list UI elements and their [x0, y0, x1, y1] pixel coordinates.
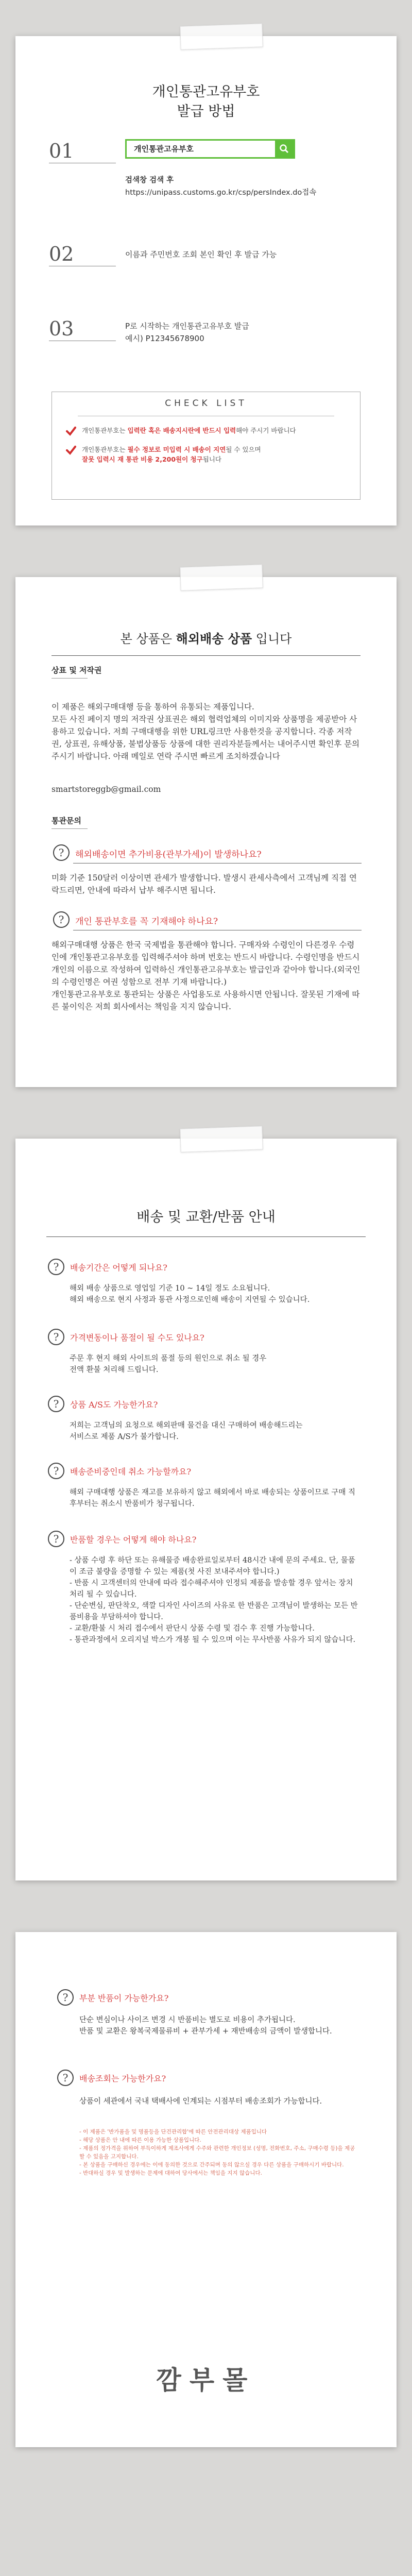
- title-text: 본 상품은: [120, 632, 176, 646]
- faq-question-partial-return: [57, 1989, 366, 2007]
- checklist-emphasis: 잘못 입력시 재 통관 비용 2,200원이 청구: [82, 455, 203, 463]
- faq-answer-as: 저희는 고객님의 요청으로 해외판매 물건을 대신 구매하여 배송해드리는 서비스로 제품 A/S가 불가합니다.: [70, 1421, 303, 1441]
- faq-answer-delivery-time: 해외 배송 상품으로 영업일 기준 10 ~ 14일 정도 소요됩니다. 해외 배송으로 현지 사정과 통관 사정으로인해 배송이 지연될 수 있습니다.: [70, 1284, 310, 1304]
- notice-item: - 본 상품을 구매하신 경우에는 이에 동의한 것으로 간주되며 동의 않으실 경우 다른 상품을 구매하시기 바랍니다.: [79, 2162, 344, 2168]
- step-01-description: [125, 174, 316, 199]
- checklist-item-2: [52, 445, 360, 464]
- page-title: [15, 82, 397, 122]
- checklist-text: 됩니다: [202, 455, 221, 463]
- question-text: 해외배송이면 추가비용(관부가세)이 발생하나요?: [75, 850, 262, 860]
- search-icon: [275, 141, 294, 157]
- search-box-illustration: [125, 139, 295, 159]
- faq-answer-tracking: 상품이 세관에서 국내 택배사에 인계되는 시점부터 배송조회가 가능합니다.: [79, 2097, 322, 2106]
- question-icon: [53, 844, 70, 861]
- shipping-return-card: [15, 1139, 397, 1880]
- question-icon: [57, 2069, 74, 2087]
- title-line-1: 개인통관고유부호: [152, 84, 260, 100]
- svg-text:?: ?: [62, 1991, 68, 2004]
- title-text: 입니다: [252, 632, 292, 646]
- tape-decoration: [180, 1126, 263, 1153]
- guide-card-customs-code: [15, 36, 397, 526]
- step-03-example: 예시) P12345678900: [125, 334, 204, 343]
- faq-question-tracking: [57, 2069, 366, 2088]
- checklist-item-1: [52, 426, 360, 435]
- checklist-text: 개인통관부호는: [82, 427, 128, 434]
- question-text: 배송조회는 가능한가요?: [79, 2074, 166, 2083]
- notice-item: - 제품의 정가격을 위하여 부득이하게 제조사에게 수주와 관련한 개인정보 (성명, 전화번호, 주소, 구매수령 등)을 제공할 수 있음을 고지합니다.: [79, 2145, 355, 2160]
- faq-question-delivery-time: [47, 1258, 367, 1277]
- faq-question-as: [47, 1395, 367, 1414]
- question-text: 부분 반품이 가능한가요?: [79, 1993, 169, 2003]
- checklist-title: CHECK LIST: [78, 392, 334, 416]
- step-02-line-1: 이름과 주민번호 조회 본인 확인 후 발급 가능: [125, 250, 277, 259]
- contact-email: smartstoreggb@gmail.com: [52, 785, 161, 794]
- divider: [52, 678, 88, 679]
- svg-text:?: ?: [53, 1331, 59, 1343]
- question-icon: [47, 1258, 65, 1276]
- faq-answer-cancel: 해외 구매대행 상품은 재고를 보유하지 않고 해외에서 바로 배송되는 상품이므로 구매 직후부터는 취소시 반품비가 청구됩니다.: [70, 1488, 355, 1508]
- faq-question-return: [47, 1530, 367, 1549]
- faq-answer-partial-return: 단순 변심이나 사이즈 변경 시 반품비는 별도로 비용이 추가됩니다. 반품 및 교환은 왕복국제물류비 + 관부가세 + 재반배송의 금액이 발생합니다.: [79, 2016, 332, 2036]
- notice-item: - 반대하실 경우 및 발생하는 문제에 대하여 당사에서는 책임을 지지 않습니다.: [79, 2170, 262, 2176]
- question-text: 가격변동이나 품절이 될 수도 있나요?: [70, 1333, 204, 1343]
- step-number: 02: [49, 242, 116, 266]
- checklist-emphasis: 필수 정보로 미입력 시 배송이 지연: [127, 446, 226, 453]
- step-number: 01: [49, 139, 116, 163]
- svg-text:?: ?: [53, 1533, 59, 1545]
- brand-logo: 깜부몰: [156, 2365, 256, 2395]
- faq-question-price-change: [47, 1328, 367, 1347]
- tape-decoration: [180, 23, 263, 50]
- question-icon: [47, 1328, 65, 1346]
- faq-answer-return: [70, 1555, 358, 1646]
- svg-text:?: ?: [53, 1398, 59, 1410]
- question-text: 배송기간은 어떻게 되나요?: [70, 1263, 167, 1273]
- notice-list: [79, 2128, 357, 2177]
- step-01: [49, 139, 368, 163]
- faq-question-customs-code: [53, 911, 362, 929]
- list-item: - 상품 수령 후 하단 또는 유해물증 배송완료일로부터 48시간 내에 문의 주세요. 단, 물품이 조금 불량을 증명할 수 있는 제품(첫 사진 보내주셔야 합니다.): [70, 1556, 355, 1576]
- step-03-line-1: P로 시작하는 개인통관고유부호 발급: [125, 321, 249, 331]
- checklist-text: 될 수 있으며: [226, 446, 261, 453]
- question-icon: [47, 1462, 65, 1480]
- list-item: - 교환/환불 시 처리 접수에서 판단시 상품 수령 및 검수 후 진행 가능합니다.: [70, 1624, 315, 1633]
- question-icon: [53, 911, 70, 928]
- checklist-text: 개인통관부호는: [82, 446, 128, 453]
- copyright-body: 이 제품은 해외구매대행 등을 통하여 유통되는 제품입니다. 모든 사진 페이지 명의 저작권 상표권은 해외 협력업체의 이미지와 상품명을 제공받아 사용하고 있습니다. 저희 구매대행을 위한 URL링크만 사용한것을 공지합니다. 각종 저작권, 상표권, 유해상품, 불법상품등 상품에 대한 권리자분들께서는 내어주시면 확인후 문의 주시기 바랍니다. 아래 메일로 연락 주시면 빠르게 조치하겠습니다: [52, 702, 360, 761]
- notice-item: - 해당 상품은 안 내에 따른 이용 가능한 상품입니다.: [79, 2137, 201, 2143]
- faq-question-cancel: [47, 1462, 367, 1481]
- question-icon: [47, 1395, 65, 1413]
- divider: [46, 1236, 366, 1237]
- question-text: 상품 A/S도 가능한가요?: [70, 1400, 158, 1410]
- divider: [52, 828, 88, 829]
- svg-text:?: ?: [58, 913, 64, 926]
- question-text: 개인 통관부호를 꼭 기재해야 하나요?: [75, 917, 218, 927]
- red-check-icon: [65, 426, 77, 437]
- section-title: 배송 및 교환/반품 안내: [136, 1209, 276, 1225]
- step-03: [49, 317, 368, 341]
- step-number: 03: [49, 317, 116, 341]
- title-line-2: 발급 방법: [177, 104, 235, 120]
- step-01-line-1: 검색창 검색 후: [125, 176, 174, 184]
- svg-text:?: ?: [58, 846, 64, 859]
- step-02: [49, 242, 368, 266]
- list-item: - 반품 시 고객센터의 안내에 따라 접수해주셔야 인정되 제품을 발송할 경우 앞서는 장치 처리 될 수 있습니다.: [70, 1579, 353, 1599]
- list-item: - 단순변심, 판단착오, 색깔 디자인 사이즈의 사유로 한 반품은 고객님이 발생하는 모든 반품비용을 부담하셔야 합니다.: [70, 1602, 358, 1621]
- divider: [52, 655, 360, 656]
- step-01-url: https://unipass.customs.go.kr/csp/persIndex.do접속: [125, 189, 317, 197]
- svg-text:?: ?: [53, 1261, 59, 1273]
- customs-inquiry-heading: 통관문의: [52, 816, 81, 825]
- checklist-text: 해야 주시기 바랍니다: [236, 427, 296, 434]
- list-item: - 통관과정에서 오리지널 박스가 개봉 될 수 있으며 이는 무사반품 사유가 되지 않습니다.: [70, 1636, 356, 1644]
- question-text: 반품할 경우는 어떻게 해야 하나요?: [70, 1535, 197, 1545]
- svg-text:?: ?: [53, 1465, 59, 1477]
- search-box-text: 개인통관고유부호: [134, 144, 194, 154]
- return-faq-card: [15, 1932, 397, 2447]
- red-check-icon: [65, 445, 77, 456]
- faq-answer-customs-code: 해외구매대행 상품은 한국 국제법을 통관해야 합니다. 구매자와 수령인이 다른경우 수령인에 개인통관고유부호를 입력해주셔야 하며 번호는 반드시 바랍니다. 수령인명을 반드시 개인의 이름으로 작성하여 입력하신 개인통관고유부호는 발급인과 같아야 합니다.(외국인의 수령인명은 여권 성함으로 전부 기재 바랍니다.) 개인통관고유부호로 통관되는 상품은 사업용도로 사용하시면 안됩니다. 잘못된 기재에 따른 불이익은 저희 회사에서는 책임을 지지 않습니다.: [52, 940, 360, 1011]
- notice-item: - 이 제품은 '반가품을 및 명품등을 단건관리합'에 따른 안전관리대상 제품입니다: [79, 2129, 267, 2135]
- tape-decoration: [180, 564, 263, 591]
- overseas-shipping-card: [15, 577, 397, 1087]
- faq-answer-extra-cost: 미화 기준 150달러 이상이면 관세가 발생합니다. 발생시 관세사측에서 고객님께 직접 연락드리면, 안내에 따라서 납부 해주시면 됩니다.: [52, 873, 357, 895]
- checklist-box: [52, 392, 360, 500]
- title-emphasis: 해외배송 상품: [176, 631, 252, 646]
- section-title: [15, 629, 397, 647]
- faq-answer-price-change: 주문 후 현지 해외 사이트의 품절 등의 원인으로 취소 될 경우 전액 환불 처리해 드립니다.: [70, 1354, 267, 1374]
- question-icon: [47, 1530, 65, 1548]
- faq-question-extra-cost: [53, 844, 362, 862]
- question-icon: [57, 1989, 74, 2006]
- svg-text:?: ?: [62, 2072, 68, 2084]
- checklist-emphasis: 입력란 혹은 배송지시란에 반드시 입력: [127, 427, 236, 434]
- copyright-heading: 상표 및 저작권: [52, 666, 102, 675]
- question-text: 배송준비중인데 취소 가능할까요?: [70, 1467, 192, 1477]
